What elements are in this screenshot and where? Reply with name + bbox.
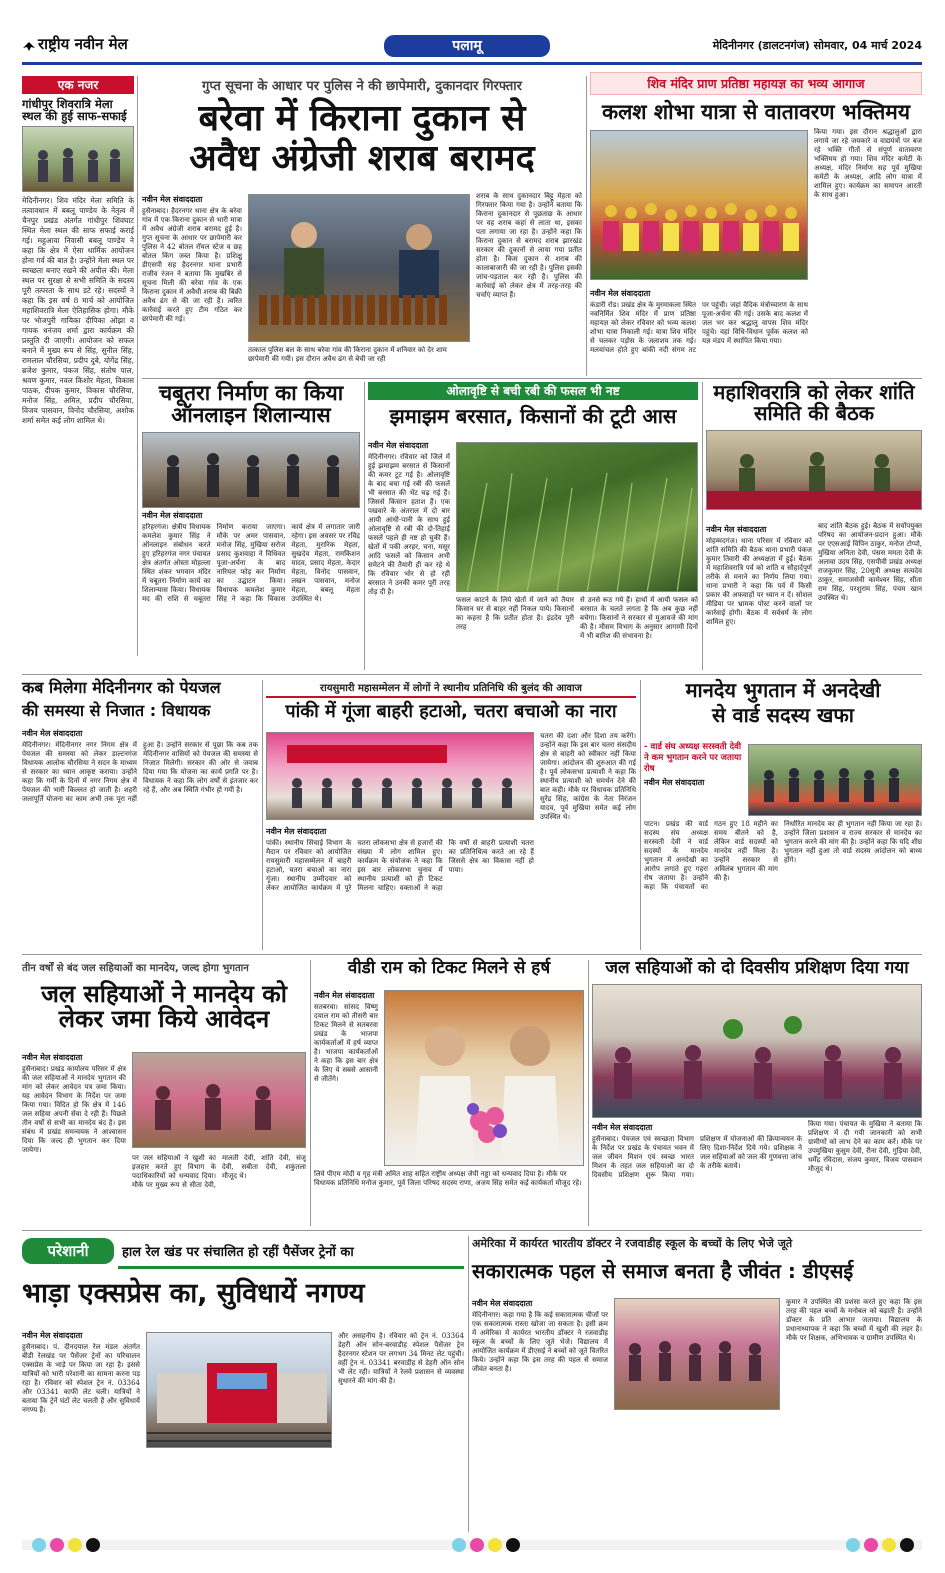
kalash-byline: नवीन मेल संवाददाता bbox=[590, 289, 651, 298]
prashikshan-body-right: किया गया। पंचायत के मुखिया ने बताया कि प्रशिक्षण में दी गयी जानकारी को सभी ग्रामीणों को लाभ देने का काम करें। मौके पर उपमुखिया कुसुम देवी, रीना देवी, गुड़िया देवी, धर्मेंद्र रविदास, संजय कुमार, विजय पासवान मौजूद थे। bbox=[808, 1120, 922, 1173]
rail-body-right: और असहनीय है। रविवार को ट्रेन नं. 03364 डेहरी ऑन सोन-बरवाडीह स्पेशल पैसेंजर ट्रेन हैदरनगर स्टेशन पर लगभग 34 मिनट लेट पहुंची। वहीं ट्रेन नं. 03341 बरवाडीह से डेहरी ऑन सोन भी लेट रही। यात्रियों ने रेलवे प्रशासन से व्यवस्था सुधारने की मांग की है। bbox=[338, 1332, 464, 1385]
shanti-byline: नवीन मेल संवाददाता bbox=[706, 525, 767, 534]
masthead-rule bbox=[22, 62, 922, 65]
mahasammelan-kicker: रायसुमारी महासम्मेलन में लोगों ने स्थानीय प्रतिनिधि की बुलंद की आवाज bbox=[266, 680, 636, 698]
mandey-body-right: निर्धारित मानदेय का ही भुगतान नहीं किया जा रहा है। उन्होंने जिला प्रशासन व राज्य सरकार से मानदेय का भुगतान करने की मांग की है। उन्होंने कहा कि यदि शीघ्र भुगतान नहीं हुआ तो वार्ड सदस्य आंदोलन को बाध्य होंगे। bbox=[784, 820, 922, 864]
prashikshan-photo bbox=[592, 984, 922, 1118]
mahasammelan-byline: नवीन मेल संवाददाता bbox=[266, 827, 327, 836]
prashikshan-byline: नवीन मेल संवाददाता bbox=[592, 1123, 653, 1132]
vdram-headline: वीडी राम को टिकट मिलने से हर्ष bbox=[347, 958, 551, 978]
lead-body-right: शराब के साथ दुकानदार बिट्टू मेहता को गिरफ्तार किया गया है। उन्होंने बताया कि किराना दुकानदार से पूछताछ के आधार पर वह शराब कहां से लाता था, इसका पता लगाया जा रहा है। उन्होंने कहा कि किराना दुकान से बरामद शराब झारखंड सरकार की दुकानों से लाया गया प्रतीत होता है। किस दुकान से शराब की कालाबाजारी की जा रही है। पुलिस इसकी जांच-पड़ताल कर रही है। पुलिस की कार्रवाई को लेकर क्षेत्र में तरह-तरह की चर्चाएं व्याप्त हैं। bbox=[476, 192, 582, 299]
sahiya-kicker: तीन वर्षों से बंद जल सहियाओं का मानदेय, जल्द होगा भुगतान bbox=[22, 963, 249, 974]
olavrishti-body-right: से उनसे रूठ गये हैं। हाथों में आयी फसल को बरसात के चलते लगता है कि अब कुछ नहीं बचेगा। किसानों ने सरकार से मुआवजे की मांग की है। मौसम विभाग के अनुसार आगामी दिनों में भी बारिश की संभावना है। bbox=[580, 596, 698, 640]
footer-color-bar bbox=[22, 1538, 922, 1552]
olavrishti-byline: नवीन मेल संवाददाता bbox=[368, 441, 429, 450]
prashikshan-body: हुसैनाबाद। पेयजल एवं स्वच्छता विभाग के निर्देश पर प्रखंड के पंचायत भवन में जल जीवन मिशन एवं स्वच्छ भारत मिशन के तहत जल सहियाओं का दो दिवसीय प्रशिक्षण शुरू किया गया। प्रशिक्षण में योजनाओं की क्रियान्वयन के लिए दिशा-निर्देश दिये गये। प्रशिक्षक ने जल सहियाओं को जल की गुणवत्ता जांच के तरीके बताये। bbox=[592, 1135, 802, 1179]
doctor-body-right: कुमार ने उपस्थित की प्रशंसा करते हुए कहा कि इस तरह की पहल बच्चों के मनोबल को बढ़ाती है। उन्होंने डॉक्टर के प्रति आभार जताया। विद्यालय के प्रधानाध्यापक ने कहा कि बच्चों में खुशी की लहर है। मौके पर शिक्षक, अभिभावक व ग्रामीण उपस्थित थे। bbox=[786, 1298, 922, 1342]
peyjal-byline: नवीन मेल संवाददाता bbox=[22, 728, 83, 738]
doctor-kicker: अमेरिका में कार्यरत भारतीय डॉक्टर ने रजवाडीह स्कूल के बच्चों के लिए भेजे जूते bbox=[472, 1237, 793, 1250]
section-badge: पलामू bbox=[384, 35, 550, 57]
ek-nazar-headline: गांधीपुर शिवरात्रि मेला स्थल की हुई साफ-सफाई bbox=[22, 97, 127, 124]
peyjal-body: मेदिनीनगर। मेदिनीनगर नगर निगम क्षेत्र में पेयजल की समस्या को लेकर डाल्टनगंज विधायक आलोक चौरसिया ने सदन के माध्यम से सरकार का ध्यान आकृष्ट कराया। उन्होंने कहा कि गर्मी के दिनों में नगर निगम क्षेत्र में पेयजल की भारी किल्लत हो जाती है। शहरी जलापूर्ति योजना का काम अभी तक पूरा नहीं हुआ है। उन्होंने सरकार से पूछा कि कब तक मेदिनीनगर वासियों को पेयजल की समस्या से निजात मिलेगी। सरकार की ओर से जवाब दिया गया कि योजना का कार्य प्रगति पर है। विधायक ने कहा कि लोग वर्षों से इंतजार कर रहे हैं, और अब स्थिति गंभीर हो गयी है। bbox=[22, 740, 258, 803]
mandey-photo bbox=[748, 744, 922, 816]
chabutra-byline: नवीन मेल संवाददाता bbox=[142, 511, 203, 521]
kalash-kicker: शिव मंदिर प्राण प्रतिष्ठा महायज्ञ का भव्य आगाज bbox=[590, 72, 922, 95]
doctor-body: मेदिनीनगर। कहा गया है कि कई सकारात्मक चीजों पर एक सकारात्मक रास्ता खोजा जा सकता है। इसी क्रम में अमेरिका में कार्यरत भारतीय डॉक्टर ने रजवाडीह स्कूल के बच्चों के लिए जूते भेजे। विद्यालय में आयोजित कार्यक्रम में डीएसई ने बच्चों को जूते वितरित किये। उन्होंने कहा कि इस तरह की पहल से समाज जीवंत बनता है। bbox=[472, 1311, 608, 1373]
doctor-photo bbox=[614, 1298, 780, 1410]
sahiya-byline: नवीन मेल संवाददाता bbox=[22, 1053, 83, 1062]
lead-photo-caption: तत्काल पुलिस बल के साथ बरेवा गांव की किराना दुकान में शनिवार को देर शाम छापेमारी की गयी। इस दौरान अवैध ढंग से बेची जा रही bbox=[248, 346, 447, 363]
olavrishti-body: मेदिनीनगर। रविवार को जिले में हुई झमाझम बरसात से किसानों की कमर टूट गई है। ओलावृष्टि के बाद बचा गई रबी की फसलें भी बरसात की भेंट चढ़ गई हैं। जिससे किसान हताश हैं। एक पखवारे के अंतराल में दो बार आयी आंधी-पानी के साथ हुई ओलावृष्टि से रबी की दो-तिहाई फसलें पहले ही नष्ट हो चुकी हैं। खेतों में पकी अरहर, चना, मसूर आदि फसलें को किसान अभी समेटने की तैयारी ही कर रहे थे कि रविवार भोर से हो रही बरसात ने उनकी कमर पूरी तरह तोड़ दी है। bbox=[368, 453, 450, 596]
vdram-body: सतबरवा। सांसद विष्णु दयाल राम को तीसरी बार टिकट मिलने से सतबरवा प्रखंड के भाजपा कार्यकर्ताओं में हर्ष व्याप्त है। भाजपा कार्यकर्ताओं ने कहा कि इस बार क्षेत्र के लिए ये सबसे आसानी से जीतेंगे। bbox=[314, 1003, 378, 1083]
mahasammelan-body: पांकी। स्थानीय सिंचाई विभाग के मैदान पर रविवार को आयोजित रायसुमारी महासम्मेलन में बाहरी हटाओ, चतरा बचाओ का नारा गूंजा। स्थानीय उम्मीदवार को लेकर आयोजित कार्यक्रम में पूरे चतरा लोकसभा क्षेत्र से हजारों की संख्या में लोग शामिल हुए। कार्यक्रम के संयोजक ने कहा कि इस बार लोकसभा चुनाव में स्थानीय प्रत्याशी को ही टिकट मिलना चाहिए। वक्ताओं ने कहा कि वर्षों से बाहरी प्रत्याशी चतरा का प्रतिनिधित्व करते आ रहे हैं जिससे क्षेत्र का विकास नहीं हो पाया। bbox=[266, 839, 534, 892]
chabutra-body: हरिहरगंज। क्षेत्रीय विधायक कमलेश कुमार सिंह ने ऑनलाइन संबोधन करते हुए हरिहरगंज नगर पंचायत क्षेत्र अंतर्गत ओस्ता मोहल्ला स्थित शंकर भगवान मंदिर में चबूतरा निर्माण कार्य का शिलान्यास किया। विधायक मद की राशि से चबूतरा निर्माण कराया जाएगा। मौके पर अमर पासवान, मनोज सिंह, मुखिया सरोज प्रसाद कुशवाहा ने विधिवत पूजा-अर्चना के बाद नारियल फोड़ कर निर्माण का उद्घाटन किया। विधायक कमलेश कुमार सिंह ने कहा कि विकास कार्य क्षेत्र में लगातार जारी रहेगा। इस अवसर पर रविंद्र मेहता, मुरारिक मेहता, सुखदेव मेहता, रामकिशन यादव, प्रसाद मेहता, केदार मेहता, विनोद पासवान, लखन पासवान, मनोज मेहता, बबलू मेहता उपस्थित थे। bbox=[142, 523, 360, 604]
vdram-photo bbox=[384, 990, 584, 1166]
mahasammelan-photo bbox=[266, 732, 534, 820]
ek-nazar-body: मेदिनीनगर। शिव मंदिर मेला समिति के तत्वावधान में बबलू पाण्डेय के नेतृत्व में चैनपुर प्रखंड अंतर्गत गांधीपुर शिवघाट स्थित मेला स्थल की साफ सफाई कराई गई। महुआवा निवासी बबलू पाण्डेय ने कहा कि क्षेत्र में ऐसा धार्मिक आयोजन होना गर्व की बात है। उन्होंने मेला स्थल पर स्वच्छता बनाए रखने की अपील की। मेला स्थल पर सुरक्षा से सभी समिति के सदस्य पूरी तत्परता के साथ डटे रहे। सदस्यों ने कहा कि इस वर्ष 8 मार्च को आयोजित महाशिवरात्रि मेला ऐतिहासिक होगा। मौके पर भोजपुरी गायिका दीपिका ओझा व गायक धनंजय शर्मा द्वारा कार्यक्रम की प्रस्तुति दी जाएगी। आयोजन को सफल बनाने में मुख्य रूप से सिंह, सुनील सिंह, रामलाल चौरसिया, प्रदीप दुबे, योगेंद्र सिंह, ब्रजेश कुमार, पंकज सिंह, संतोष पाल, श्रवण कुमार, नवल किशोर मेहता, विकास पाठक, दीपक कुमार, विकास चौरसिया, मनोज सिंह, अमित, प्रदीप चौरसिया, विजय पासवान, विनोद चौरसिया, अशोक शर्मा समेत कई लोग शामिल थे। bbox=[22, 196, 134, 426]
sahiya-headline: जल सहियाओं ने मानदेय को लेकर जमा किये आवेदन bbox=[41, 980, 287, 1034]
prashikshan-headline: जल सहियाओं को दो दिवसीय प्रशिक्षण दिया गया bbox=[605, 958, 909, 978]
peyjal-headline-2: की समस्या से निजात : विधायक bbox=[22, 700, 211, 720]
chabutra-photo bbox=[142, 432, 360, 508]
mahasammelan-headline: पांकी में गूंजा बाहरी हटाओ, चतरा बचाओ का नारा bbox=[285, 701, 617, 722]
doctor-byline: नवीन मेल संवाददाता bbox=[472, 1299, 533, 1308]
rail-kicker: हाल रेल खंड पर संचालित हो रहीं पैसेंजर ट्रेनों का bbox=[122, 1245, 354, 1260]
olavrishti-headline: झमाझम बरसात, किसानों की टूटी आस bbox=[389, 404, 677, 428]
shanti-photo bbox=[706, 430, 922, 510]
sahiya-photo bbox=[132, 1052, 306, 1148]
kalash-headline: कलश शोभा यात्रा से वातावरण भक्तिमय bbox=[601, 100, 911, 124]
lead-headline-1: बरेवा में किराना दुकान से bbox=[198, 98, 526, 139]
mandey-headline-1: मानदेय भुगतान में अनदेखी bbox=[685, 678, 881, 702]
mandey-byline: नवीन मेल संवाददाता bbox=[644, 778, 705, 787]
olavrishti-photo-caption: फसल काटने के लिये खेतों में जाने को तैयार किसान घर से बाहर नहीं निकल पाये। किसानों का कहना है कि प्रतीत होता है। इंद्रदेव पूरी तरह bbox=[456, 596, 574, 631]
chabutra-headline: चबूतरा निर्माण का किया ऑनलाइन शिलान्यास bbox=[158, 381, 344, 428]
mandey-body: पाटन। प्रखंड की वार्ड सदस्य संघ अध्यक्ष सरस्वती देवी ने वार्ड सदस्यों के मानदेय भुगतान में अनदेखी का आरोप लगाते हुए गहरा रोष जताया है। उन्होंने कहा कि पंचायतों का गठन हुए 18 महीने का समय बीतने को है, लेकिन वार्ड सदस्यों को मानदेय नहीं मिला है। उन्होंने सरकार से अविलंब भुगतान की मांग की है। bbox=[644, 820, 778, 891]
ek-nazar-tag: एक नजर bbox=[22, 76, 134, 94]
rail-headline: भाड़ा एक्सप्रेस का, सुविधायें नगण्य bbox=[22, 1278, 365, 1309]
vdram-photo-caption: लिये पीएम मोदी व गृह मंत्री अमित शाह सहित राष्ट्रीय अध्यक्ष जेपी नड्डा को धन्यवाद दिया है। मौके पर विधायक प्रतिनिधि मनोज कुमार, पूर्व जिला परिषद सदस्य राणा, अजय सिंह समेत कई कार्यकर्ता मौजूद रहे। bbox=[314, 1170, 582, 1187]
sahiya-photo-caption: पर जल सहियाओं ने खुशी का इजहार करते हुए विभाग के पदाधिकारियों को धन्यवाद दिया। मौके पर मुख्य रूप से सीता देवी, मालती देवी, शांति देवी, संजू देवी, सबीता देवी, शकुंतला मौजूद थे। bbox=[132, 1154, 306, 1189]
ek-nazar-photo bbox=[22, 126, 134, 192]
shanti-body-right: बाद शांति बैठक हुई। बैठक में सर्वोपयुक्त परिषद का आयोजन-प्रदान हुआ। मौके पर एएसआई विपिन ठाकुर, मनोज टोप्पो, मुखिया अनिता देवी, पंसस ममता देवी के अलावा उदय सिंह, एसपीवी प्रखंड अध्यक्ष राजकुमार सिंह, 20सूत्री अध्यक्ष सत्यदेव ठाकुर, समाजसेवी कामेश्वर सिंह, सीता राम सिंह, परशुराम सिंह, पंचम खान उपस्थित थे। bbox=[818, 522, 922, 602]
doctor-headline: सकारात्मक पहल से समाज बनता है जीवंत : डीएसई bbox=[472, 1259, 854, 1283]
lead-headline-2: अवैध अंग्रेजी शराब बरामद bbox=[189, 137, 535, 179]
olavrishti-photo bbox=[456, 442, 698, 592]
peyjal-headline-1: कब मिलेगा मेदिनीनगर को पेयजल bbox=[22, 678, 221, 697]
mandey-deck: - वार्ड संघ अध्यक्ष सरस्वती देवी ने कम भुगतान करने पर जताया रोष bbox=[644, 742, 742, 774]
lead-kicker: गुप्त सूचना के आधार पर पुलिस ने की छापेमारी, दुकानदार गिरफ्तार bbox=[202, 79, 522, 94]
rail-body: हुसैनाबाद। पं. दीनदयाल रेल मंडल अंतर्गत बीडी रेलखंड पर पैसेंजर ट्रेनों का परिचालन एक्सप्रेस के भाड़े पर किया जा रहा है। इससे यात्रियों को भारी परेशानी का सामना करना पड़ रहा है। रविवार को स्पेशल ट्रेन नं. 03364 और 03341 काफी लेट चली। यात्रियों ने बताया कि ट्रेनें घंटों लेट चलती हैं और सुविधायें नगण्य हैं। bbox=[22, 1343, 140, 1414]
paper-logo-icon bbox=[22, 38, 36, 52]
sahiya-body: हुसैनाबाद। प्रखंड कार्यालय परिसर में क्षेत्र की जल सहियाओं ने मानदेय भुगतान की मांग को लेकर आवेदन पत्र जमा किया। यह आवेदन विभाग के निर्देश पर जमा किया गया। विदित हो कि क्षेत्र में 146 जल सहिया अपनी सेवा दे रही हैं। पिछले तीन वर्षों से सभी का मानदेय बंद है। इस संबंध में प्रखंड समन्वयक ने आश्वासन दिया कि जल्द ही भुगतान कर दिया जायेगा। bbox=[22, 1065, 126, 1154]
lead-body: हुसैनाबाद। हैदरनगर थाना क्षेत्र के बरेवा गांव में एक किराना दुकान से भारी मात्रा में अवैध अंग्रेजी शराब बरामद हुई है। गुप्त सूचना के आधार पर छापेमारी कर पुलिस ने 42 बोतल रॉयल स्टेज व छह बोतल किंग जब्त किया है। प्रशिक्षु डीएसपी सह हैदरनगर थाना प्रभारी राजीव रंजन ने बताया कि मुखबिर से सूचना मिली की बरेवा गांव के एक किराना दुकान में अवैधी शराब की बिक्री अवैध ढंग से की जा रही है। त्वरित कार्रवाई करते हुए टीम गठित कर छापेमारी की गई। bbox=[142, 207, 242, 323]
shanti-headline: महाशिवरात्रि को लेकर शांति समिति की बैठक bbox=[713, 380, 915, 425]
paper-name: राष्ट्रीय नवीन मेल bbox=[38, 35, 128, 53]
olavrishti-tag: ओलावृष्टि से बची रबी की फसल भी नष्ट bbox=[368, 382, 698, 400]
vdram-byline: नवीन मेल संवाददाता bbox=[314, 991, 375, 1000]
lead-photo bbox=[248, 194, 470, 342]
kalash-side-body: किया गया। इस दौरान श्रद्धालुओं द्वारा लगाये जा रहे जयकारे व वाद्ययंत्रों पर बज रहे भक्ति गीतों से संपूर्ण वातावरण भक्तिमय हो गया। शिव मंदिर कमेटी के अध्यक्ष, मंदिर निर्माण सह पूर्व मुखिया कमेटी के अध्यक्ष, आदि लोग यात्रा में शामिल हुए। कार्यक्रम का समापन आरती के साथ हुआ। bbox=[814, 128, 922, 199]
shanti-body: मोहम्मदगंज। थाना परिसर में रविवार को शांति समिति की बैठक थाना प्रभारी पंकज कुमार तिवारी की अध्यक्षता में हुई। बैठक में महाशिवरात्रि पर्व को शांति व सौहार्दपूर्ण तरीके से मनाने का निर्णय लिया गया। थाना प्रभारी ने कहा कि पर्व में किसी प्रकार की अफवाहों पर ध्यान न दें। सोशल मीडिया पर भ्रामक पोस्ट करने वालों पर कार्रवाई होगी। बैठक में सर्वधर्म के लोग शामिल हुए। bbox=[706, 537, 812, 626]
kalash-photo bbox=[590, 130, 808, 280]
rail-photo bbox=[146, 1332, 332, 1448]
rail-tag: परेशानी bbox=[22, 1238, 114, 1264]
kalash-body: कंडारी रोड। प्रखंड क्षेत्र के मुरमाकला स्थित नवनिर्मित शिव मंदिर में प्राण प्रतिष्ठा महायज्ञ को लेकर रविवार को भव्य कलश शोभा यात्रा निकाली गई। यात्रा शिव मंदिर से चलकर पड़ोस के जलाशय तक गई। मलयांचल होते हुए बांकी नदी संगम तट पर पहुंची। जहां वैदिक मंत्रोच्चारण के साथ पूजा-अर्चना की गई। उसके बाद कलश में जल भर कर श्रद्धालु वापस शिव मंदिर पहुंचे। वहां विधि-विधान पूर्वक कलश को यज्ञ मंडप में स्थापित किया गया। bbox=[590, 301, 808, 354]
rail-byline: नवीन मेल संवाददाता bbox=[22, 1331, 83, 1340]
dateline: मेदिनीनगर (डालटनगंज) सोमवार, 04 मार्च 2024 bbox=[712, 39, 922, 52]
mahasammelan-body-right: चतरा की दशा और दिशा तय करेंगे। उन्होंने कहा कि इस बार चतरा संसदीय क्षेत्र से बाहरी को स्वीकार नहीं किया जायेगा। आंदोलन की शुरुआत की गई है। पूर्व लोकसभा प्रत्याशी ने कहा कि स्थानीय प्रत्याशी को समर्थन देने की बात कही। मौके पर विधायक प्रतिनिधि सुरेंद्र सिंह, कांग्रेस के नेता निरंजन यादव, पूर्व मुखिया समेत कई लोग उपस्थित थे। bbox=[540, 732, 636, 821]
lead-byline: नवीन मेल संवाददाता bbox=[142, 195, 203, 204]
mandey-headline-2: से वार्ड सदस्य खफा bbox=[712, 703, 854, 727]
